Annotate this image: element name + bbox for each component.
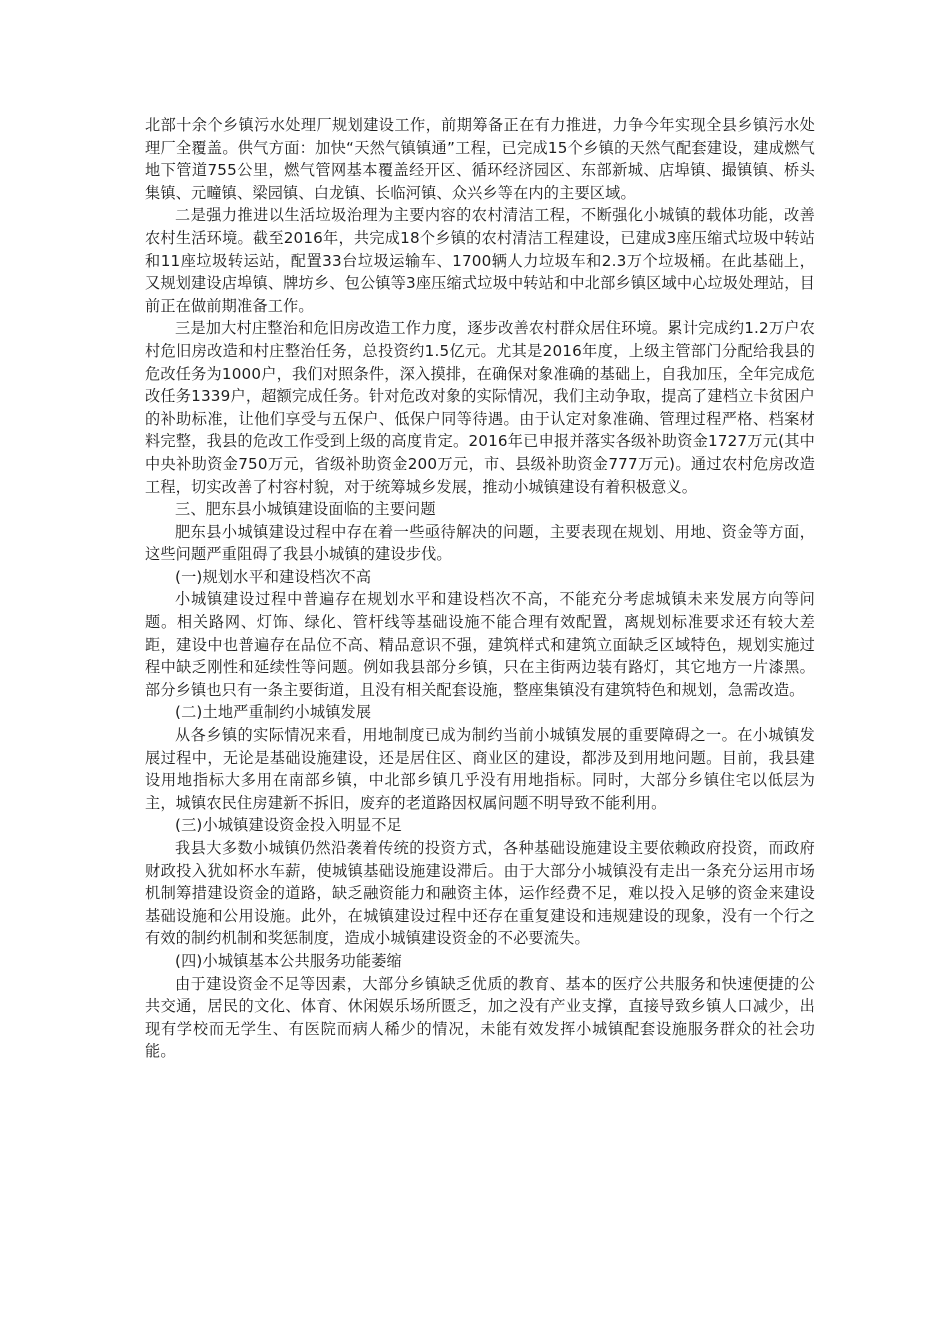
paragraph-public-services: 由于建设资金不足等因素，大部分乡镇缺乏优质的教育、基本的医疗公共服务和快速便捷的公共交通，居民的文化、体育、休闲娱乐场所匮乏，加之没有产业支撑，直接导致乡镇人口减少，出现有学校而无学生、有医院而病人稀少的情况，未能有效发挥小城镇配套设施服务群众的社会功能。 [145, 974, 815, 1061]
paragraph-funding: 我县大多数小城镇仍然沿袭着传统的投资方式，各种基础设施建设主要依赖政府投资，而政府财政投入犹如杯水车薪，使城镇基础设施建设滞后。由于大部分小城镇没有走出一条充分运用市场机制筹措建设资金的道路，缺乏融资能力和融资主体，运作经费不足，难以投入足够的资金来建设基础设施和公用设施。此外，在城镇建设过程中还存在重复建设和违规建设的现象，没有一个行之有效的制约机制和奖惩制度，造成小城镇建设资金的不必要流失。 [145, 839, 815, 948]
paragraph-sewage-gas: 北部十余个乡镇污水处理厂规划建设工作，前期筹备正在有力推进，力争今年实现全县乡镇污水处理厂全覆盖。供气方面：加快“天然气镇镇通”工程，已完成15个乡镇的天然气配套建设，建成燃气地下管道755公里，燃气管网基本覆盖经开区、循环经济园区、东部新城、店埠镇、撮镇镇、桥头集镇、元疃镇、梁园镇、白龙镇、长临河镇、众兴乡等在内的主要区域。 [145, 116, 815, 202]
paragraph-land: 从各乡镇的实际情况来看，用地制度已成为制约当前小城镇发展的重要障碍之一。在小城镇发展过程中，无论是基础设施建设，还是居住区、商业区的建设，都涉及到用地问题。目前，我县建设用地指标大多用在南部乡镇，中北部乡镇几乎没有用地指标。同时，大部分乡镇住宅以低层为主，城镇农民住房建新不拆旧，废弃的老道路因权属问题不明导致不能利用。 [145, 726, 815, 812]
section-heading-problems: 三、肥东县小城镇建设面临的主要问题 [175, 500, 436, 519]
subheading-planning: (一)规划水平和建设档次不高 [175, 567, 372, 586]
paragraph-planning: 小城镇建设过程中普遍存在规划水平和建设档次不高，不能充分考虑城镇未来发展方向等问题。相关路网、灯饰、绿化、管杆线等基础设施不能合理有效配置，离规划标准要求还有较大差距，建设中也普遍存在品位不高、精品意识不强，建筑样式和建筑立面缺乏区域特色，规划实施过程中缺乏刚性和延续性等问题。例如我县部分乡镇，只在主街两边装有路灯，其它地方一片漆黑。部分乡镇也只有一条主要街道，且没有相关配套设施，整座集镇没有建筑特色和规划，急需改造。 [145, 590, 815, 699]
paragraph-garbage-treatment: 二是强力推进以生活垃圾治理为主要内容的农村清洁工程，不断强化小城镇的载体功能，改善农村生活环境。截至2016年，共完成18个乡镇的农村清洁工程建设，已建成3座压缩式垃圾中转站和11座垃圾转运站，配置33台垃圾运输车、1700辆人力垃圾车和2.3万个垃圾桶。在此基础上，又规划建设店埠镇、牌坊乡、包公镇等3座压缩式垃圾中转站和中北部乡镇区域中心垃圾处理站，目前正在做前期准备工作。 [145, 206, 815, 315]
document-body [145, 114, 815, 1063]
paragraph-housing-renovation: 三是加大村庄整治和危旧房改造工作力度，逐步改善农村群众居住环境。累计完成约1.2万户农村危旧房改造和村庄整治任务，总投资约1.5亿元。尤其是2016年度，上级主管部门分配给我县的危改任务为1000户，我们对照条件，深入摸排，在确保对象准确的基础上，自我加压，全年完成危改任务1339户，超额完成任务。针对危改对象的实际情况，我们主动争取，提高了建档立卡贫困户的补助标准，让他们享受与五保户、低保户同等待遇。由于认定对象准确、管理过程严格、档案材料完整，我县的危改工作受到上级的高度肯定。2016年已申报并落实各级补助资金1727万元(其中中央补助资金750万元，省级补助资金200万元，市、县级补助资金777万元)。通过农村危房改造工程，切实改善了村容村貌，对于统筹城乡发展，推动小城镇建设有着积极意义。 [145, 319, 815, 496]
subheading-funding: (三)小城镇建设资金投入明显不足 [175, 816, 402, 835]
paragraph-problems-intro: 肥东县小城镇建设过程中存在着一些亟待解决的问题，主要表现在规划、用地、资金等方面，这些问题严重阻碍了我县小城镇的建设步伐。 [145, 522, 815, 564]
subheading-land: (二)土地严重制约小城镇发展 [175, 703, 372, 722]
subheading-public-services: (四)小城镇基本公共服务功能萎缩 [175, 951, 402, 970]
